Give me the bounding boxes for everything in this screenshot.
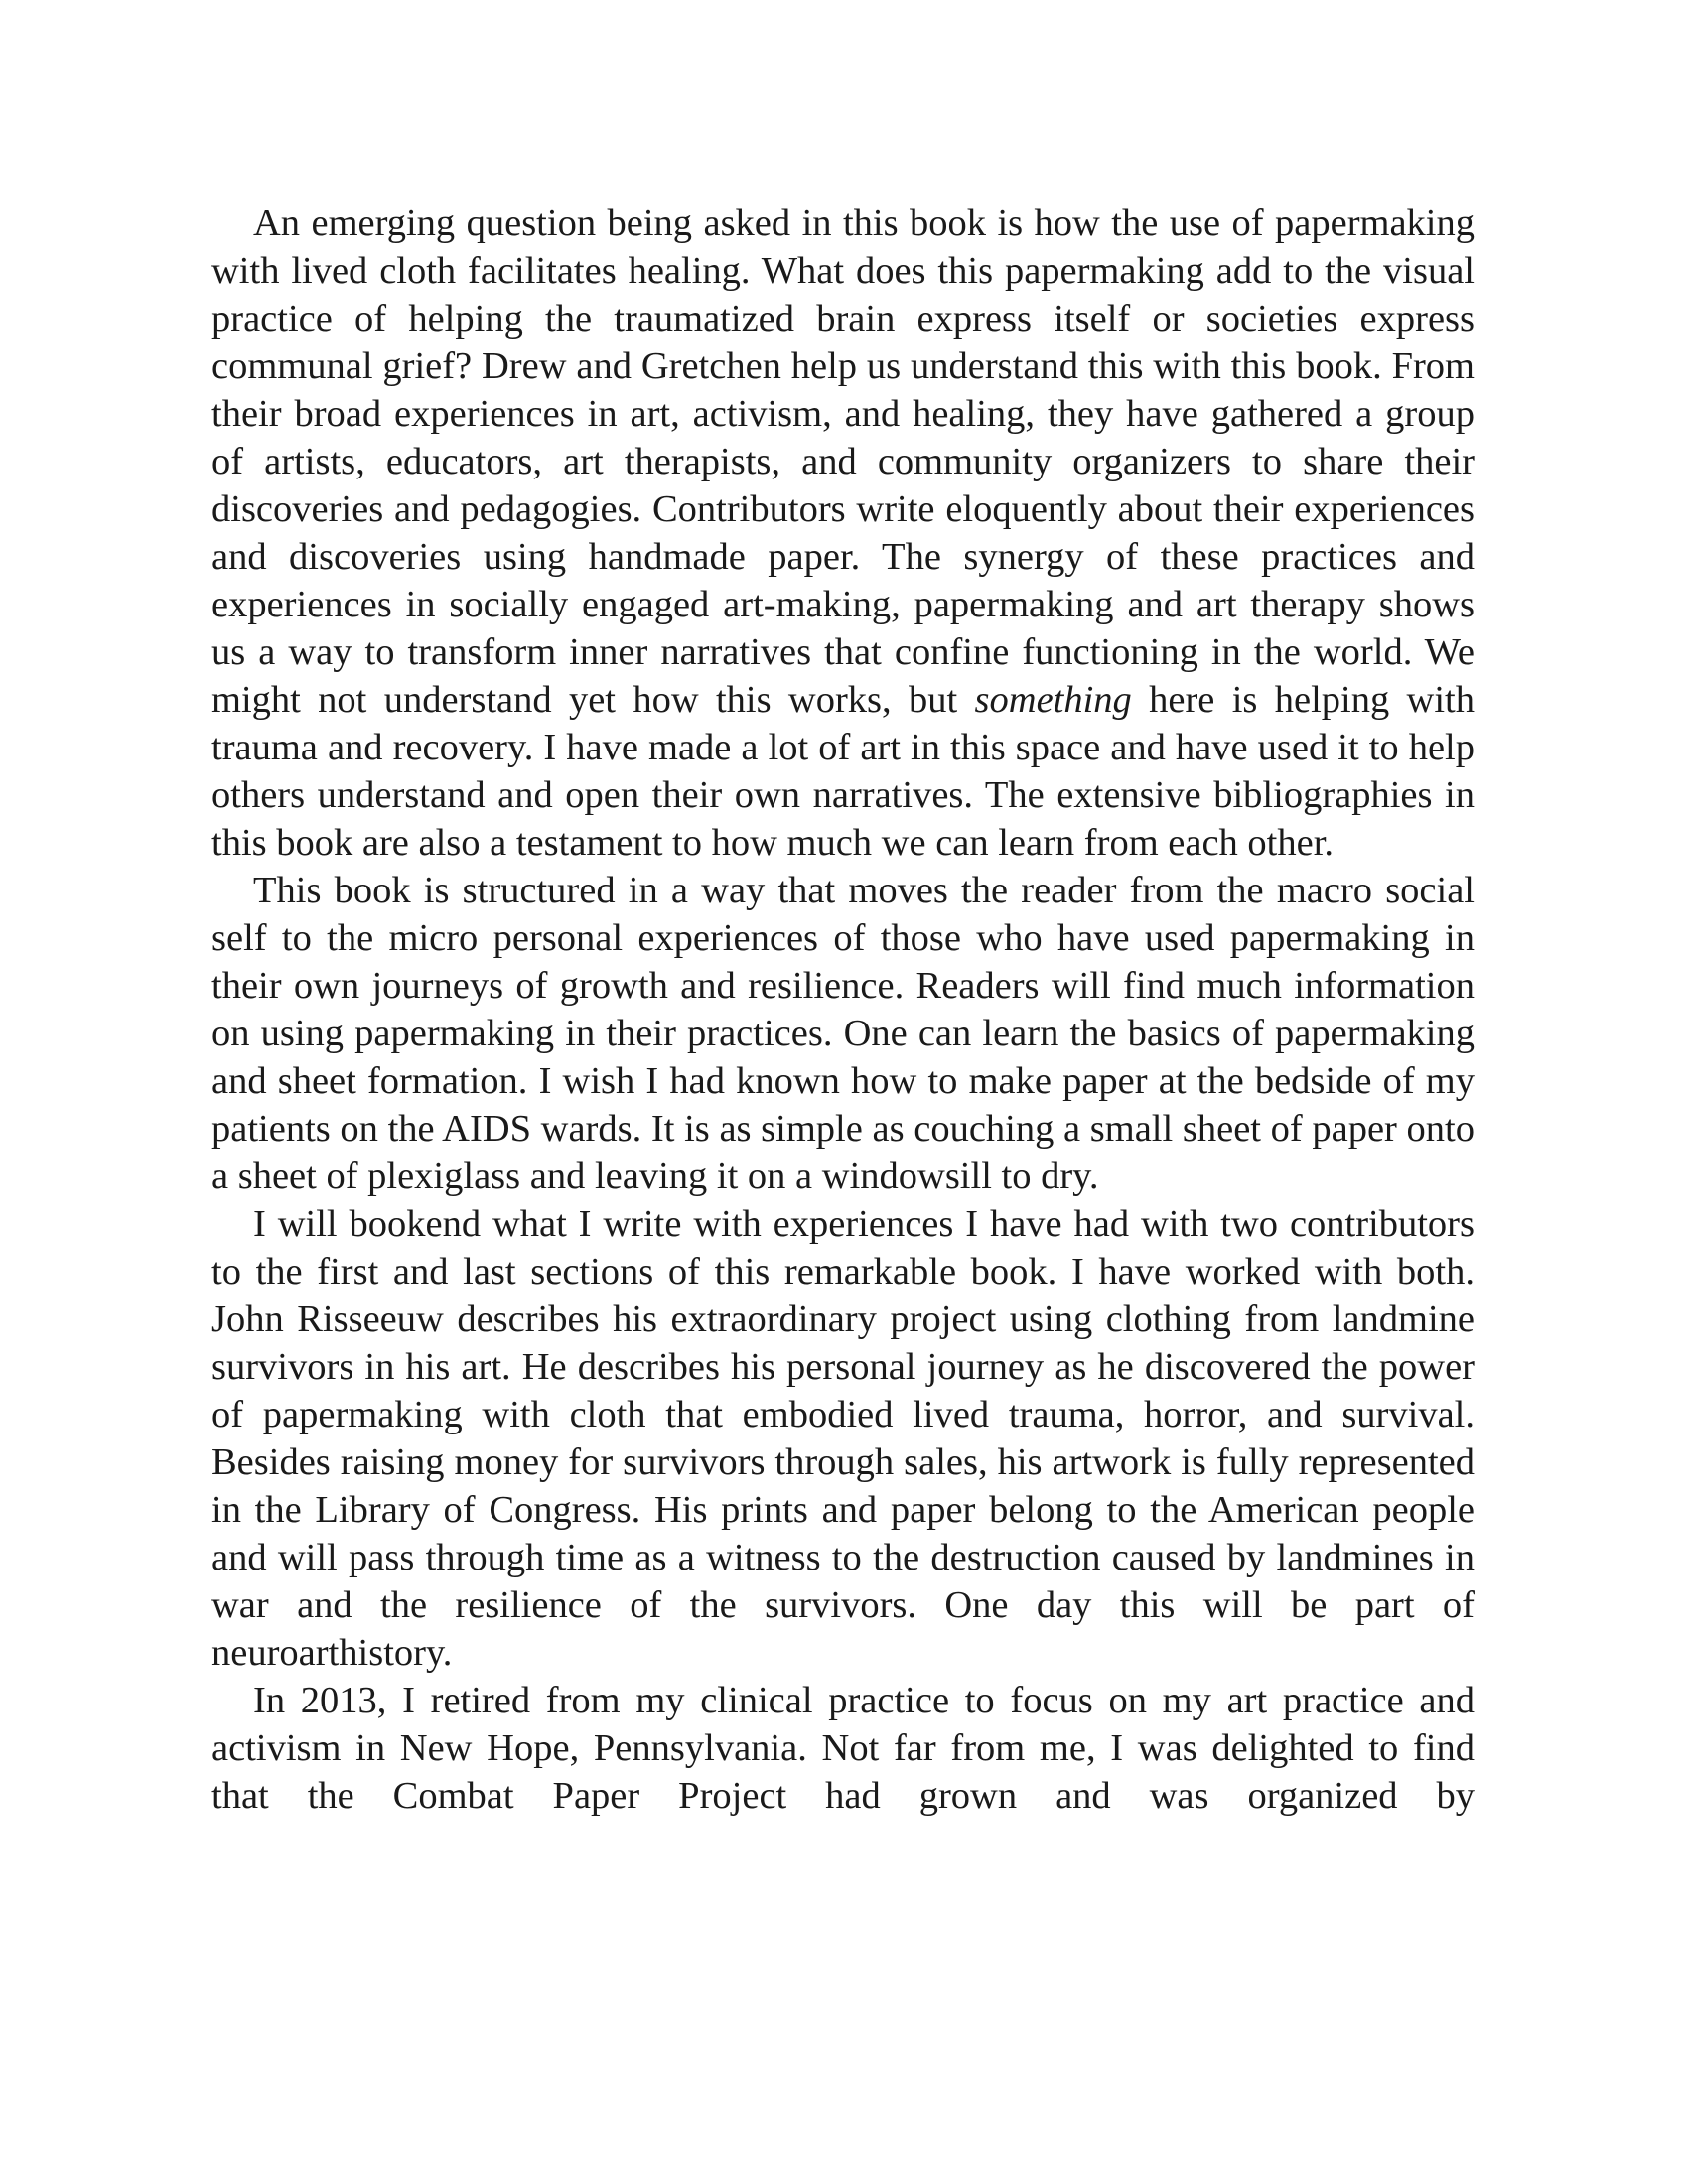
paragraph-1-emphasis: something <box>974 679 1132 721</box>
paragraph-1-text-start: An emerging question being asked in this book is how the use of papermaking with lived cloth facilitates healing. What does this papermaking add to the visual practice of helping the traumatized brain express itself or societies express communal grief? Drew and Gretchen help us understand this with this book. From their broad experiences in art, activism, and healing, they have gathered a group of artists, educators, art therapists, and community organizers to share their discoveries and pedagogies. Contributors write eloquently about their experiences and discoveries using handmade paper. The synergy of these practices and experiences in socially engaged art-making, papermaking and art therapy shows us a way to transform inner narratives that confine functioning in the world. We might not understand yet how this works, but <box>211 203 1475 721</box>
paragraph-2: This book is structured in a way that moves the reader from the macro social self to the micro personal experiences of those who have used papermaking in their own journeys of growth and resilience. Readers will find much information on using papermaking in their practices. One can learn the basics of papermaking and sheet formation. I wish I had known how to make paper at the bedside of my patients on the AIDS wards. It is as simple as couching a small sheet of paper onto a sheet of plexiglass and leaving it on a windowsill to dry. <box>211 870 1475 1197</box>
paragraph-1-text-end: here is helping with trauma and recovery. I have made a lot of art in this space and have used it to help others understand and open their own narratives. The extensive bibliographies in this book are also a testament to how much we can learn from each other. <box>211 679 1475 864</box>
paragraph-1 <box>211 200 1475 867</box>
paragraph-4: In 2013, I retired from my clinical practice to focus on my art practice and activism in New Hope, Pennsylvania. Not far from me, I was delighted to find that the Combat Paper Project had grown and was organized by <box>211 1680 1475 1817</box>
page-body <box>211 200 1475 1820</box>
paragraph-3: I will bookend what I write with experiences I have had with two contributors to the first and last sections of this remarkable book. I have worked with both. John Risseeuw describes his extraordinary project using clothing from landmine survivors in his art. He describes his personal journey as he discovered the power of papermaking with cloth that embodied lived trauma, horror, and survival. Besides raising money for survivors through sales, his artwork is fully represented in the Library of Congress. His prints and paper belong to the American people and will pass through time as a witness to the destruction caused by landmines in war and the resilience of the survivors. One day this will be part of neuroarthistory. <box>211 1203 1475 1674</box>
